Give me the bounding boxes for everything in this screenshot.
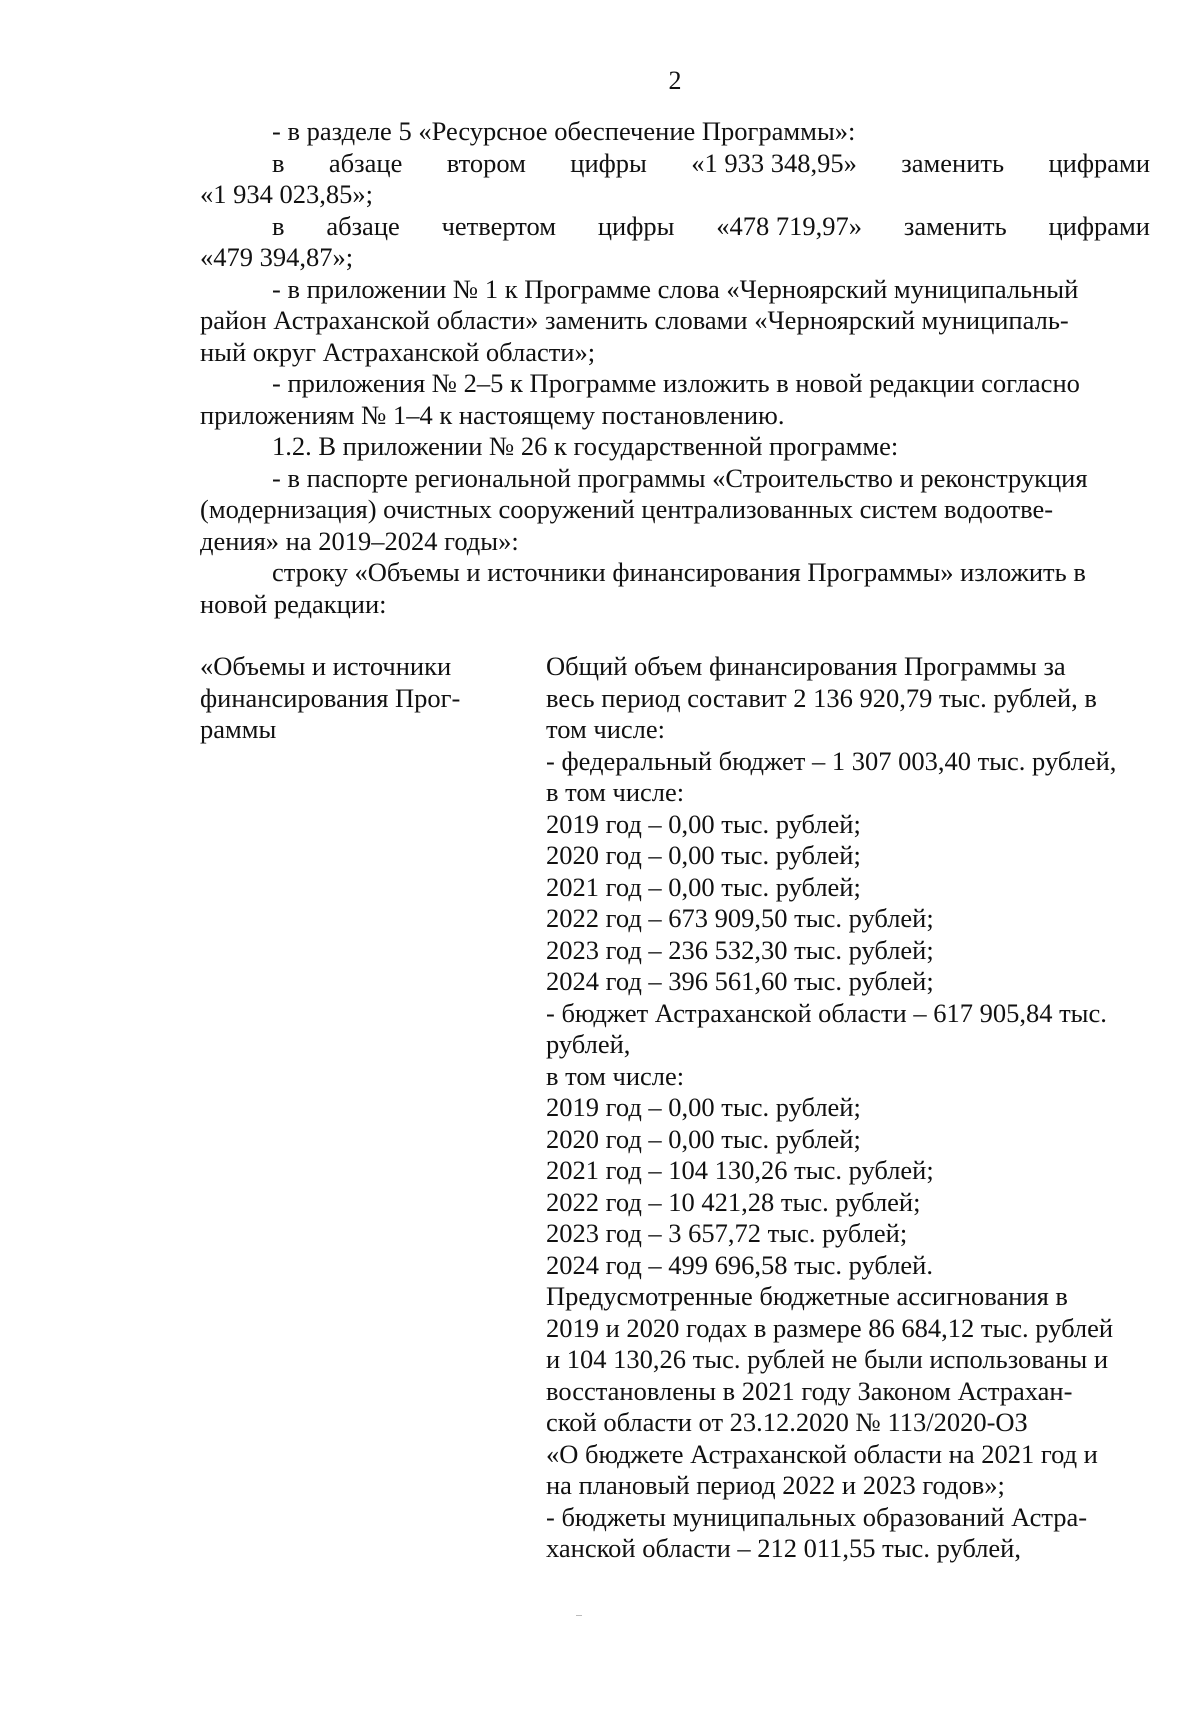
table-right-line: 2019 год – 0,00 тыс. рублей; bbox=[546, 808, 861, 839]
table-right-line: 2021 год – 104 130,26 тыс. рублей; bbox=[546, 1155, 934, 1185]
table-right-cell bbox=[546, 651, 1134, 1565]
paragraph-appendix25-line2: приложениям № 1–4 к настоящему постановлению. bbox=[200, 399, 785, 430]
table-right-line: 2021 год – 0,00 тыс. рублей; bbox=[546, 871, 861, 902]
word: цифры bbox=[570, 147, 647, 178]
paragraph-appendix1-line3: ный округ Астраханской области»; bbox=[200, 336, 596, 367]
scan-speck bbox=[576, 1615, 582, 1616]
paragraph-row-line1: строку «Объемы и источники финансирования Программы» изложить в bbox=[272, 557, 1086, 587]
word: заменить bbox=[901, 147, 1005, 178]
word: втором bbox=[446, 147, 526, 178]
table-right-line: на плановый период 2022 и 2023 годов»; bbox=[546, 1470, 1005, 1500]
table-right-line: 2024 год – 396 561,60 тыс. рублей; bbox=[546, 966, 934, 996]
table-right-line: Общий объем финансирования Программы за bbox=[546, 651, 1066, 681]
paragraph-abzac-second bbox=[200, 148, 1150, 180]
table-right-line: 2020 год – 0,00 тыс. рублей; bbox=[546, 1123, 861, 1154]
table-right-line: 2023 год – 236 532,30 тыс. рублей; bbox=[546, 934, 934, 965]
paragraph-abzac-second-cont: «1 934 023,85»; bbox=[200, 179, 373, 209]
table-right-line: «О бюджете Астраханской области на 2021 год и bbox=[546, 1438, 1098, 1469]
table-right-line: ской области от 23.12.2020 № 113/2020-ОЗ bbox=[546, 1407, 1028, 1437]
document-body bbox=[200, 116, 1150, 620]
word: цифры bbox=[597, 210, 675, 241]
paragraph-appendix25-line1: - приложения № 2–5 к Программе изложить в новой редакции согласно bbox=[272, 368, 1080, 398]
table-right-line: и 104 130,26 тыс. рублей не были использованы и bbox=[546, 1344, 1108, 1374]
word: абзаце bbox=[328, 147, 403, 178]
word: «1 933 348,95» bbox=[691, 147, 857, 178]
paragraph-abzac-fourth-cont: «479 394,87»; bbox=[200, 242, 354, 272]
paragraph-section5: - в разделе 5 «Ресурсное обеспечение Программы»: bbox=[272, 116, 856, 146]
table-right-line: 2022 год – 673 909,50 тыс. рублей; bbox=[546, 903, 934, 933]
word: «478 719,97» bbox=[716, 210, 863, 241]
word: в bbox=[272, 210, 285, 241]
paragraph-appendix1-line1: - в приложении № 1 к Программе слова «Черноярский муниципальный bbox=[272, 273, 1079, 304]
word: в bbox=[272, 147, 285, 178]
word: четвертом bbox=[441, 210, 557, 241]
table-right-line: в том числе: bbox=[546, 1060, 685, 1091]
paragraph-passport-line3: дения» на 2019–2024 годы»: bbox=[200, 525, 519, 556]
table-right-line: - бюджеты муниципальных образований Астра- bbox=[546, 1501, 1088, 1532]
table-right-line: в том числе: bbox=[546, 777, 685, 807]
word: цифрами bbox=[1048, 147, 1150, 178]
table-right-line: - бюджет Астраханской области – 617 905,84 тыс. bbox=[546, 997, 1107, 1028]
page-number: 2 bbox=[668, 66, 682, 95]
table-right-line: рублей, bbox=[546, 1029, 631, 1059]
table-left-line: финансирования Прог- bbox=[200, 682, 461, 713]
table-right-line: 2024 год – 499 696,58 тыс. рублей. bbox=[546, 1249, 933, 1280]
table-right-line: ханской области – 212 011,55 тыс. рублей, bbox=[546, 1533, 1021, 1563]
table-right-line: восстановлены в 2021 году Законом Астрахан- bbox=[546, 1375, 1073, 1406]
table-right-line: 2023 год – 3 657,72 тыс. рублей; bbox=[546, 1218, 908, 1248]
table-left-cell bbox=[200, 651, 510, 746]
paragraph-passport-line2: (модернизация) очистных сооружений централизованных систем водоотве- bbox=[200, 494, 1054, 524]
table-right-line: - федеральный бюджет – 1 307 003,40 тыс. рублей, bbox=[546, 745, 1117, 776]
word: цифрами bbox=[1048, 210, 1150, 241]
table-right-line: том числе: bbox=[546, 714, 665, 744]
paragraph-appendix1-line2: район Астраханской области» заменить словами «Черноярский муниципаль- bbox=[200, 305, 1069, 335]
table-right-line: 2020 год – 0,00 тыс. рублей; bbox=[546, 840, 861, 870]
table-left-line: «Объемы и источники bbox=[200, 651, 452, 681]
paragraph-1-2: 1.2. В приложении № 26 к государственной программе: bbox=[272, 431, 899, 461]
table-left-line: раммы bbox=[200, 714, 277, 744]
table-right-line: 2019 год – 0,00 тыс. рублей; bbox=[546, 1092, 861, 1122]
word: абзаце bbox=[326, 210, 400, 241]
word: заменить bbox=[903, 210, 1007, 241]
table-right-line: 2019 и 2020 годах в размере 86 684,12 тыс. рублей bbox=[546, 1312, 1114, 1343]
table-right-line: 2022 год – 10 421,28 тыс. рублей; bbox=[546, 1186, 921, 1217]
paragraph-row-line2: новой редакции: bbox=[200, 588, 387, 619]
table-right-line: весь период составит 2 136 920,79 тыс. рублей, в bbox=[546, 682, 1097, 713]
paragraph-abzac-fourth bbox=[200, 211, 1150, 243]
paragraph-passport-line1: - в паспорте региональной программы «Строительство и реконструкция bbox=[272, 462, 1088, 493]
table-right-line: Предусмотренные бюджетные ассигнования в bbox=[546, 1281, 1068, 1311]
